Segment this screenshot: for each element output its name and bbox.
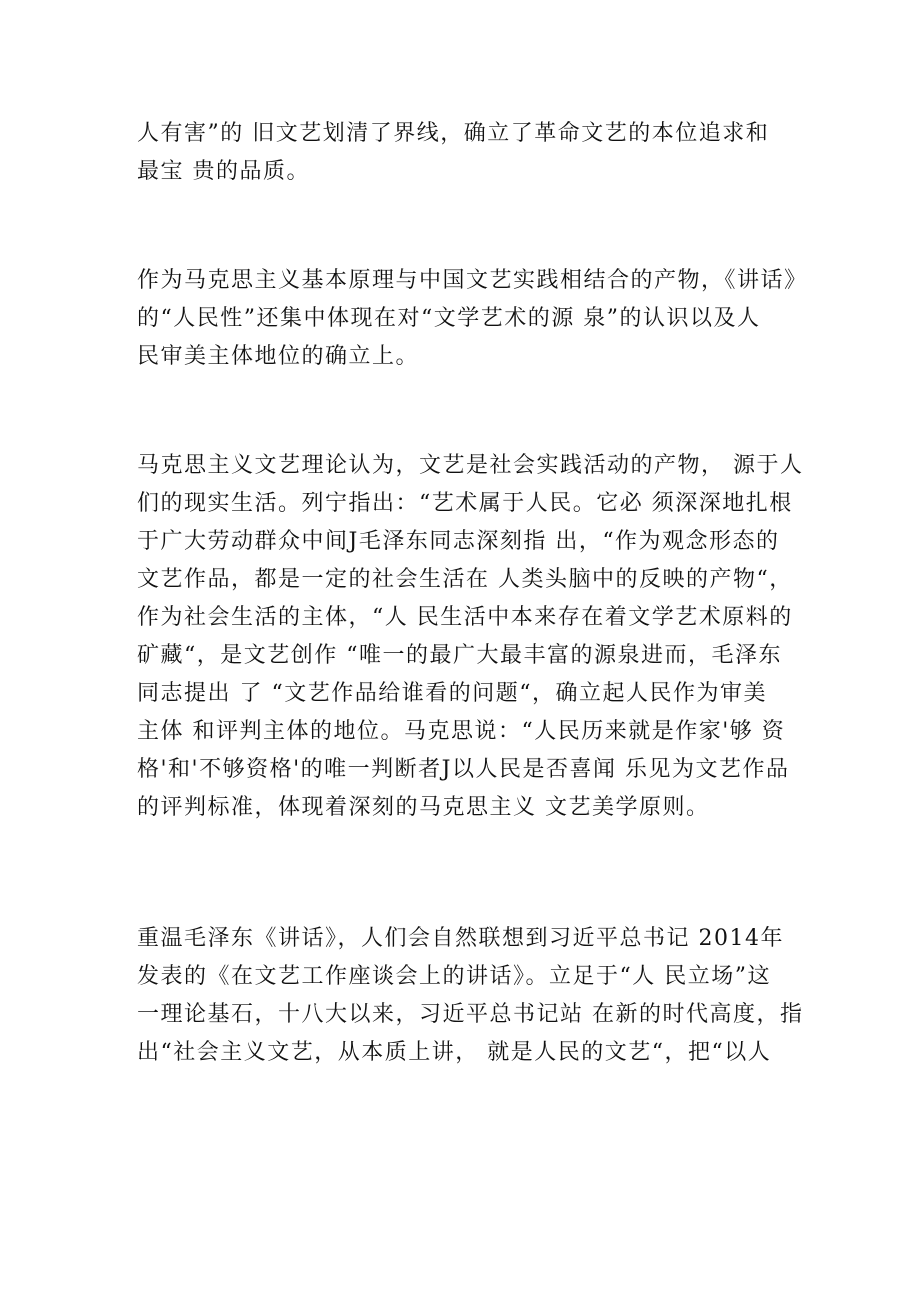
text-line: 文艺作品，都是一定的社会生活在 人类头脑中的反映的产物“，: [137, 567, 793, 592]
text-line: 的“人民性”还集中体现在对“文学艺术的源 泉”的认识以及人: [137, 306, 761, 331]
text-line: 民审美主体地位的确立上。: [137, 344, 420, 369]
text-line: 一理论基石，十八大以来，习近平总书记站 在新的时代高度，指: [137, 1002, 804, 1027]
text-line: 同志提出 了 “文艺作品给谁看的问题“，确立起人民作为审美: [137, 681, 767, 706]
paragraph-3: [137, 447, 817, 827]
paragraph-2: [137, 262, 817, 376]
paragraph-1: [137, 115, 817, 191]
text-line: 最宝 贵的品质。: [137, 159, 310, 184]
text-line: 主体 和评判主体的地位。马克思说：“人民历来就是作家'够 资: [137, 719, 786, 744]
text-line: 于广大劳动群众中间J毛泽东同志深刻指 出，“作为观念形态的: [137, 529, 780, 554]
text-line: 作为马克思主义基本原理与中国文艺实践相结合的产物，《讲话》: [137, 268, 808, 293]
paragraph-4: [137, 920, 817, 1072]
text-line: 出“社会主义文艺，从本质上讲， 就是人民的文艺“，把“以人: [137, 1040, 772, 1065]
text-line: 重温毛泽东《讲话》，人们会自然联想到习近平总书记 2014年: [137, 926, 784, 951]
text-line: 格'和'不够资格'的唯一判断者J以人民是否喜闻 乐见为文艺作品: [137, 757, 790, 782]
text-line: 矿藏“，是文艺创作 “唯一的最广大最丰富的源泉进而，毛泽东: [137, 643, 782, 668]
text-line: 们的现实生活。列宁指出：“艺术属于人民。它必 须深深地扎根: [137, 491, 793, 516]
text-line: 人有害”的 旧文艺划清了界线，确立了革命文艺的本位追求和: [137, 121, 770, 146]
text-line: 马克思主义文艺理论认为，文艺是社会实践活动的产物， 源于人: [137, 453, 804, 478]
text-line: 的评判标准，体现着深刻的马克思主义 文艺美学原则。: [137, 795, 710, 820]
text-line: 作为社会生活的主体，“人 民生活中本来存在着文学艺术原料的: [137, 605, 793, 630]
text-line: 发表的《在文艺工作座谈会上的讲话》。立足于“人 民立场”这: [137, 964, 771, 989]
